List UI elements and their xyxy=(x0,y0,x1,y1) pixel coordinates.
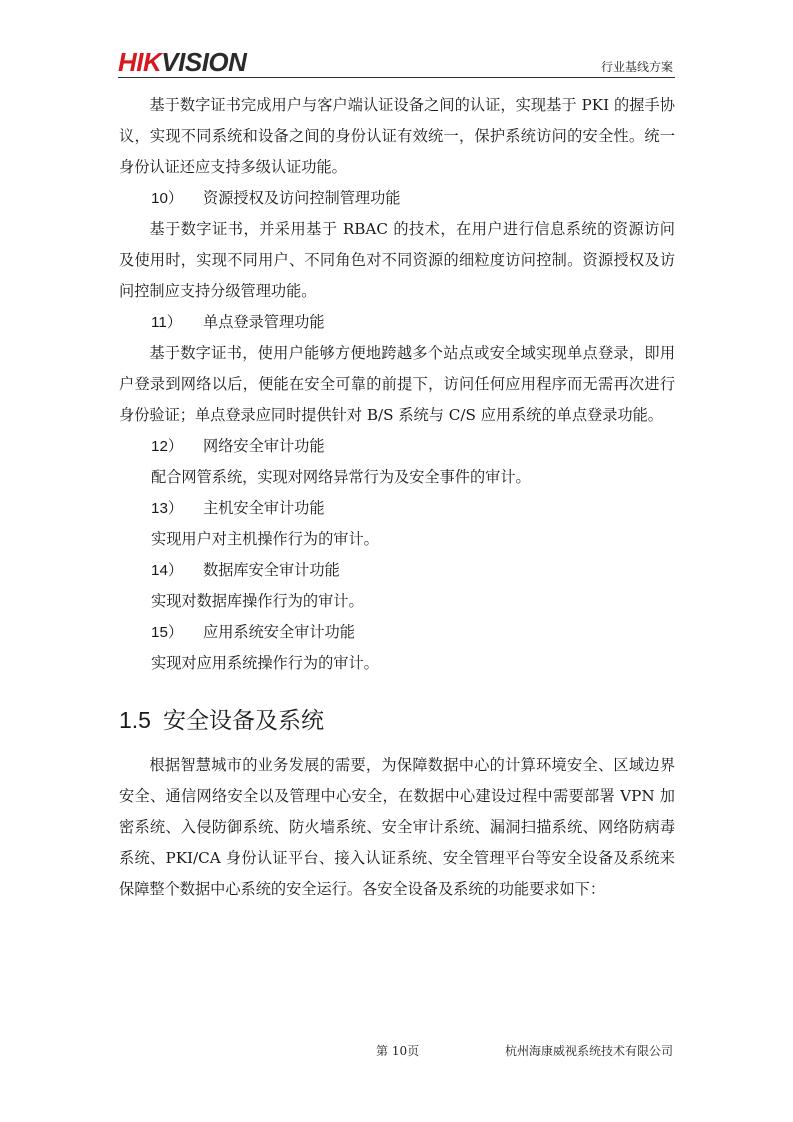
item-title: 应用系统安全审计功能 xyxy=(203,623,355,641)
item-number: 14） xyxy=(151,562,184,579)
paragraph: 配合网管系统，实现对网络异常行为及安全事件的审计。 xyxy=(151,468,531,486)
logo-wordmark xyxy=(118,48,270,76)
item-number: 13） xyxy=(151,500,184,517)
item-title: 单点登录管理功能 xyxy=(203,313,325,331)
paragraph: 实现对应用系统操作行为的审计。 xyxy=(151,654,379,672)
list-item-15 xyxy=(119,617,675,648)
item-number: 15） xyxy=(151,624,184,641)
list-item-12 xyxy=(119,431,675,462)
item-title: 主机安全审计功能 xyxy=(203,499,325,517)
section-number: 1.5 xyxy=(119,707,151,733)
list-item-13 xyxy=(119,493,675,524)
item-title: 网络安全审计功能 xyxy=(203,437,325,455)
paragraph: 基于数字证书，并采用基于 RBAC 的技术，在用户进行信息系统的资源访问及使用时，实现不同用户、不同角色对不同资源的细粒度访问控制。资源授权及访问控制应支持分级管理功能。 xyxy=(119,220,675,300)
header-divider xyxy=(118,77,675,78)
item-number: 12） xyxy=(151,438,184,455)
page-number: 第 10页 xyxy=(376,1044,420,1058)
paragraph: 实现对数据库操作行为的审计。 xyxy=(151,592,364,610)
list-item-14 xyxy=(119,555,675,586)
section-title: 安全设备及系统 xyxy=(162,708,324,734)
item-number: 11） xyxy=(151,314,182,331)
paragraph: 基于数字证书完成用户与客户端认证设备之间的认证，实现基于 PKI 的握手协议，实现不同系统和设备之间的身份认证有效统一，保护系统访问的安全性。统一身份认证还应支持多级认证功能。 xyxy=(119,96,675,176)
list-item-10 xyxy=(119,183,675,214)
page-content xyxy=(119,90,675,905)
section-heading xyxy=(119,703,675,738)
paragraph: 根据智慧城市的业务发展的需要，为保障数据中心的计算环境安全、区域边界安全、通信网络安全以及管理中心安全，在数据中心建设过程中需要部署 VPN 加密系统、入侵防御系统、防火墙系统、安全审计系统、漏洞扫描系统、网络防病毒系统、PKI/CA 身份认证平台、接入认证系统、安全管理平台等安全设备及系统来保障整个数据中心系统的安全运行。各安全设备及系统的功能要求如下： xyxy=(119,756,675,898)
page-header xyxy=(118,44,675,78)
item-title: 资源授权及访问控制管理功能 xyxy=(203,189,401,207)
list-item-11 xyxy=(119,307,675,338)
paragraph: 实现用户对主机操作行为的审计。 xyxy=(151,530,379,548)
company-name: 杭州海康威视系统技术有限公司 xyxy=(504,1044,673,1058)
item-number: 10） xyxy=(151,190,184,207)
item-title: 数据库安全审计功能 xyxy=(203,561,340,579)
hikvision-logo xyxy=(118,48,270,76)
svg-text:HIKVISION: HIKVISION xyxy=(118,48,247,76)
header-title: 行业基线方案 xyxy=(600,60,673,74)
paragraph: 基于数字证书，使用户能够方便地跨越多个站点或安全域实现单点登录，即用户登录到网络以后，便能在安全可靠的前提下，访问任何应用程序而无需再次进行身份验证；单点登录应同时提供针对 B/S 系统与 C/S 应用系统的单点登录功能。 xyxy=(119,344,675,424)
